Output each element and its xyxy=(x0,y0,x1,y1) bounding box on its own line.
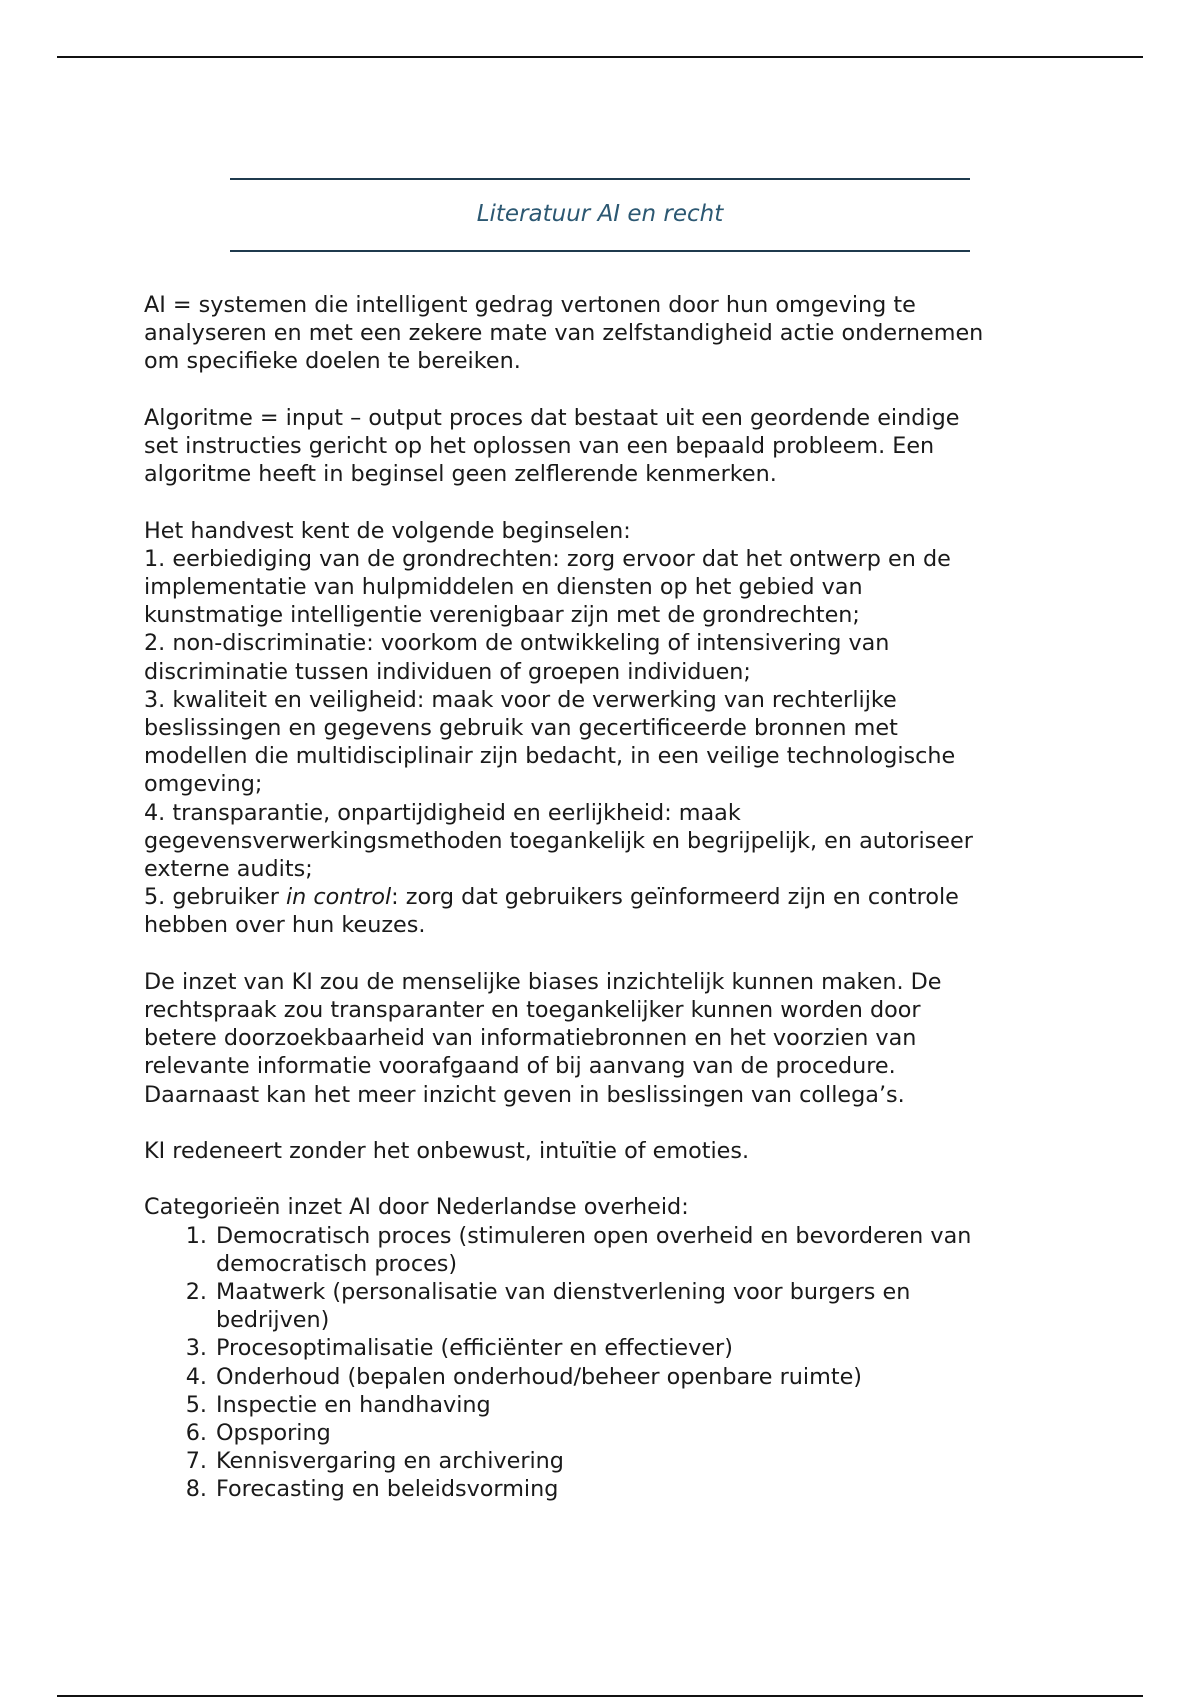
list-item-text xyxy=(216,1391,1084,1419)
list-item-text xyxy=(216,1419,1084,1447)
handvest-intro: Het handvest kent de volgende beginselen: xyxy=(144,517,631,544)
line5-prefix: 5. gebruiker xyxy=(144,884,286,911)
text-line: set instructies gericht op het oplossen van een bepaald probleem. Een xyxy=(144,433,935,459)
list-item-text xyxy=(216,1278,1084,1334)
text-line xyxy=(144,883,1084,911)
list-item-text xyxy=(216,1222,1084,1278)
text-line: modellen die multidisciplinair zijn bedacht, in een veilige technologische xyxy=(144,743,956,770)
text-line: algoritme heeft in beginsel geen zelflerende kenmerken. xyxy=(144,461,777,488)
paragraph-handvest xyxy=(144,517,1084,940)
text-line: beslissingen en gegevens gebruik van gecertificeerde bronnen met xyxy=(144,715,898,742)
list-item-text xyxy=(216,1334,1084,1362)
list-item-number: 3. xyxy=(185,1335,207,1362)
list-item-number: 1. xyxy=(185,1222,207,1249)
text-line: 4. transparantie, onpartijdigheid en eerlijkheid: maak xyxy=(144,799,741,826)
text-line: omgeving; xyxy=(144,771,263,798)
list-item xyxy=(144,1419,1084,1447)
list-item-text xyxy=(216,1447,1084,1475)
text-line: om specifieke doelen te bereiken. xyxy=(144,348,521,375)
categories-list xyxy=(144,1222,1084,1504)
title-block xyxy=(230,178,970,252)
paragraph-ki-inzet xyxy=(144,968,1084,1109)
list-item-line: Inspectie en handhaving xyxy=(216,1391,491,1418)
text-line: De inzet van KI zou de menselijke biases inzichtelijk kunnen maken. De xyxy=(144,968,942,995)
title-bottom-rule xyxy=(230,250,970,252)
list-item-line: Onderhoud (bepalen onderhoud/beheer openbare ruimte) xyxy=(216,1363,862,1390)
text-line: 3. kwaliteit en veiligheid: maak voor de verwerking van rechterlijke xyxy=(144,686,897,713)
list-item-text xyxy=(216,1363,1084,1391)
text-line: relevante informatie voorafgaand of bij aanvang van de procedure. xyxy=(144,1053,896,1080)
paragraph-ki-redeneert xyxy=(144,1137,1084,1165)
text-line: hebben over hun keuzes. xyxy=(144,912,426,939)
text-line: gegevensverwerkingsmethoden toegankelijk en begrijpelijk, en autoriseer xyxy=(144,827,973,854)
list-item xyxy=(144,1475,1084,1503)
list-item xyxy=(144,1334,1084,1362)
list-item-line: Opsporing xyxy=(216,1420,331,1447)
text-line: 2. non-discriminatie: voorkom de ontwikkeling of intensivering van xyxy=(144,630,890,657)
list-item-text xyxy=(216,1475,1084,1503)
list-item-line: Maatwerk (personalisatie van dienstverlening voor burgers en xyxy=(216,1279,911,1306)
text-line: kunstmatige intelligentie verenigbaar zijn met de grondrechten; xyxy=(144,602,860,629)
list-item xyxy=(144,1391,1084,1419)
page-top-rule xyxy=(57,56,1143,58)
text-line: Algoritme = input – output proces dat bestaat uit een geordende eindige xyxy=(144,404,960,431)
page-bottom-rule xyxy=(57,1695,1143,1697)
text-line: analyseren en met een zekere mate van zelfstandigheid actie ondernemen xyxy=(144,320,984,347)
list-item-number: 7. xyxy=(185,1448,207,1475)
list-item-line: bedrijven) xyxy=(216,1307,330,1334)
categories-section xyxy=(144,1193,1084,1503)
list-item-line: Forecasting en beleidsvorming xyxy=(216,1476,559,1503)
list-item-line: Kennisvergaring en archivering xyxy=(216,1448,564,1475)
list-item-number: 2. xyxy=(185,1279,207,1306)
text-line: implementatie van hulpmiddelen en diensten op het gebied van xyxy=(144,574,863,600)
list-item-line: Democratisch proces (stimuleren open overheid en bevorderen van xyxy=(216,1222,972,1249)
list-item-number: 5. xyxy=(185,1391,207,1418)
line5-italic: in control xyxy=(285,884,392,911)
list-item-line: Procesoptimalisatie (efficiënter en effectiever) xyxy=(216,1335,733,1362)
list-item-line: democratisch proces) xyxy=(216,1250,458,1277)
list-item xyxy=(144,1278,1084,1334)
list-item xyxy=(144,1222,1084,1278)
categories-intro: Categorieën inzet AI door Nederlandse overheid: xyxy=(144,1194,689,1221)
text-line: Daarnaast kan het meer inzicht geven in beslissingen van collega’s. xyxy=(144,1081,905,1108)
text-line: AI = systemen die intelligent gedrag vertonen door hun omgeving te xyxy=(144,292,916,318)
list-item xyxy=(144,1363,1084,1391)
text-line: discriminatie tussen individuen of groepen individuen; xyxy=(144,658,751,685)
paragraph-ai-definition xyxy=(144,291,1084,376)
text-line: 1. eerbiediging van de grondrechten: zorg ervoor dat het ontwerp en de xyxy=(144,545,951,572)
list-item-number: 6. xyxy=(185,1420,207,1447)
paragraph-algoritme-definition xyxy=(144,404,1084,489)
list-item-number: 4. xyxy=(185,1363,207,1390)
line5-suffix: : zorg dat gebruikers geïnformeerd zijn en controle xyxy=(391,884,959,911)
text-line: rechtspraak zou transparanter en toegankelijker kunnen worden door xyxy=(144,997,921,1024)
list-item xyxy=(144,1447,1084,1475)
text-line: externe audits; xyxy=(144,856,313,883)
page-title: Literatuur AI en recht xyxy=(476,201,724,227)
list-item-number: 8. xyxy=(185,1476,207,1503)
document-body xyxy=(144,291,1084,1504)
text-line: betere doorzoekbaarheid van informatiebronnen en het voorzien van xyxy=(144,1025,917,1052)
text-line: KI redeneert zonder het onbewust, intuïtie of emoties. xyxy=(144,1138,750,1165)
